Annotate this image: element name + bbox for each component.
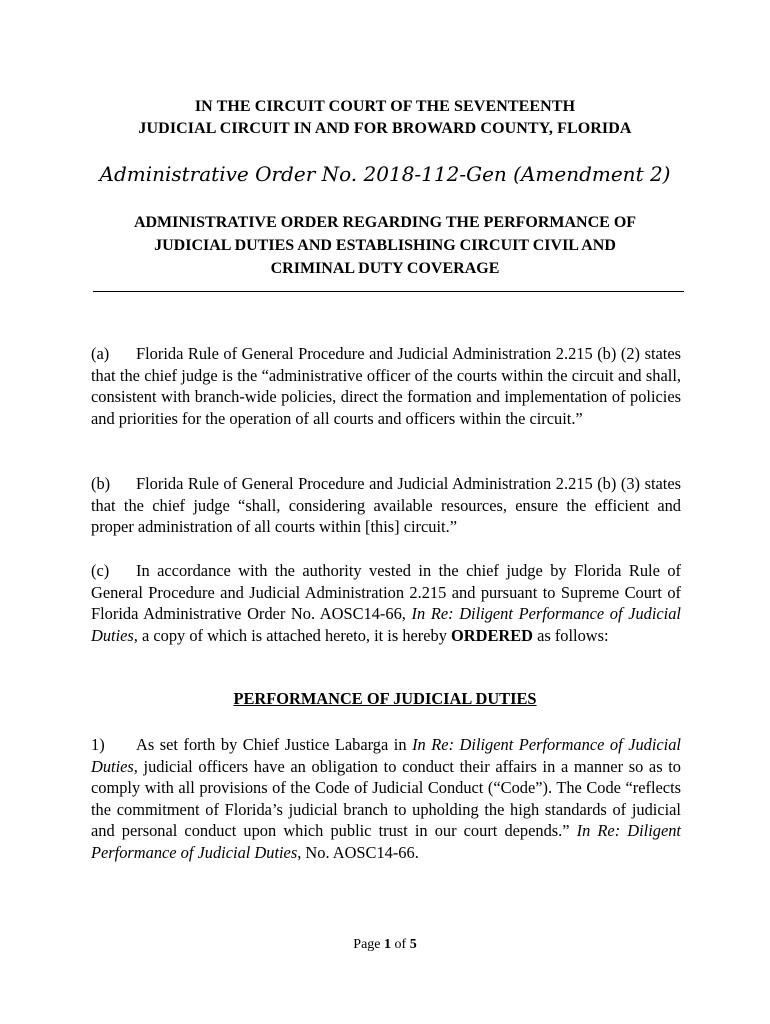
order-title-line-1: ADMINISTRATIVE ORDER REGARDING THE PERFORMANCE OF bbox=[133, 214, 637, 231]
case-citation: In Re: Diligent Performance of Judicial Duties bbox=[91, 735, 681, 776]
page-prefix: Page bbox=[353, 937, 385, 952]
paragraph-text: , No. AOSC14-66. bbox=[297, 842, 419, 862]
paragraph-text: Florida Rule of General Procedure and Judicial Administration 2.215 (b) (2) states that the chief judge is the “administrative officer of the courts within the circuit and shall, consistent with branch-wide policies, direct the formation and implementation of policies and priorities for the operation of all courts and officers within the circuit.” bbox=[91, 344, 681, 428]
paragraph-label: (b) bbox=[91, 474, 111, 493]
section-heading: PERFORMANCE OF JUDICIAL DUTIES bbox=[233, 689, 537, 708]
case-citation: In Re: Diligent Performance of Judicial Duties bbox=[91, 821, 681, 862]
order-title-line-3: CRIMINAL DUTY COVERAGE bbox=[270, 260, 500, 277]
paragraph-text: In accordance with the authority vested in the chief judge by Florida Rule of General Procedure and Judicial Administration 2.215 and pursuant to Supreme Court of Florida Administrative Order No. AOSC14-66, bbox=[91, 561, 681, 623]
numbered-paragraph-1 bbox=[91, 734, 681, 863]
paragraph-b bbox=[91, 473, 681, 538]
page-total: 5 bbox=[409, 937, 417, 952]
paragraph-label: 1) bbox=[91, 735, 105, 754]
order-title-line-2: JUDICIAL DUTIES AND ESTABLISHING CIRCUIT CIVIL AND bbox=[154, 237, 616, 254]
page-footer bbox=[0, 935, 770, 955]
paragraph-c bbox=[91, 560, 681, 646]
paragraph-a bbox=[91, 343, 681, 429]
court-heading-line-1: IN THE CIRCUIT COURT OF THE SEVENTEENTH bbox=[194, 98, 576, 115]
court-heading bbox=[0, 96, 770, 140]
ordered-keyword: ORDERED bbox=[451, 625, 533, 645]
paragraph-label: (a) bbox=[91, 344, 110, 363]
page-of: of bbox=[391, 937, 410, 952]
paragraph-text: as follows: bbox=[533, 625, 609, 645]
horizontal-rule bbox=[93, 291, 684, 292]
page-current: 1 bbox=[384, 937, 392, 952]
order-title bbox=[90, 211, 680, 280]
paragraph-text: As set forth by Chief Justice Labarga in bbox=[136, 735, 413, 754]
case-citation: In Re: Diligent Performance of Judicial Duties bbox=[91, 604, 681, 645]
paragraph-text: Florida Rule of General Procedure and Judicial Administration 2.215 (b) (3) states that the chief judge “shall, considering available resources, ensure the efficient and proper administration of all courts within [this] circuit.” bbox=[91, 474, 681, 536]
court-heading-line-2: JUDICIAL CIRCUIT IN AND FOR BROWARD COUNTY, FLORIDA bbox=[138, 120, 632, 137]
order-number: Administrative Order No. 2018-112-Gen (Amendment 2) bbox=[99, 162, 671, 186]
paragraph-text: , a copy of which is attached hereto, it is hereby bbox=[133, 625, 452, 645]
paragraph-text: , judicial officers have an obligation to conduct their affairs in a manner so as to comply with all provisions of the Code of Judicial Conduct (“Code”). The Code “reflects the commitment of Florida’s judicial branch to upholding the high standards of judicial and personal conduct upon which public trust in our court depends.” bbox=[91, 756, 681, 840]
paragraph-label: (c) bbox=[91, 561, 110, 580]
